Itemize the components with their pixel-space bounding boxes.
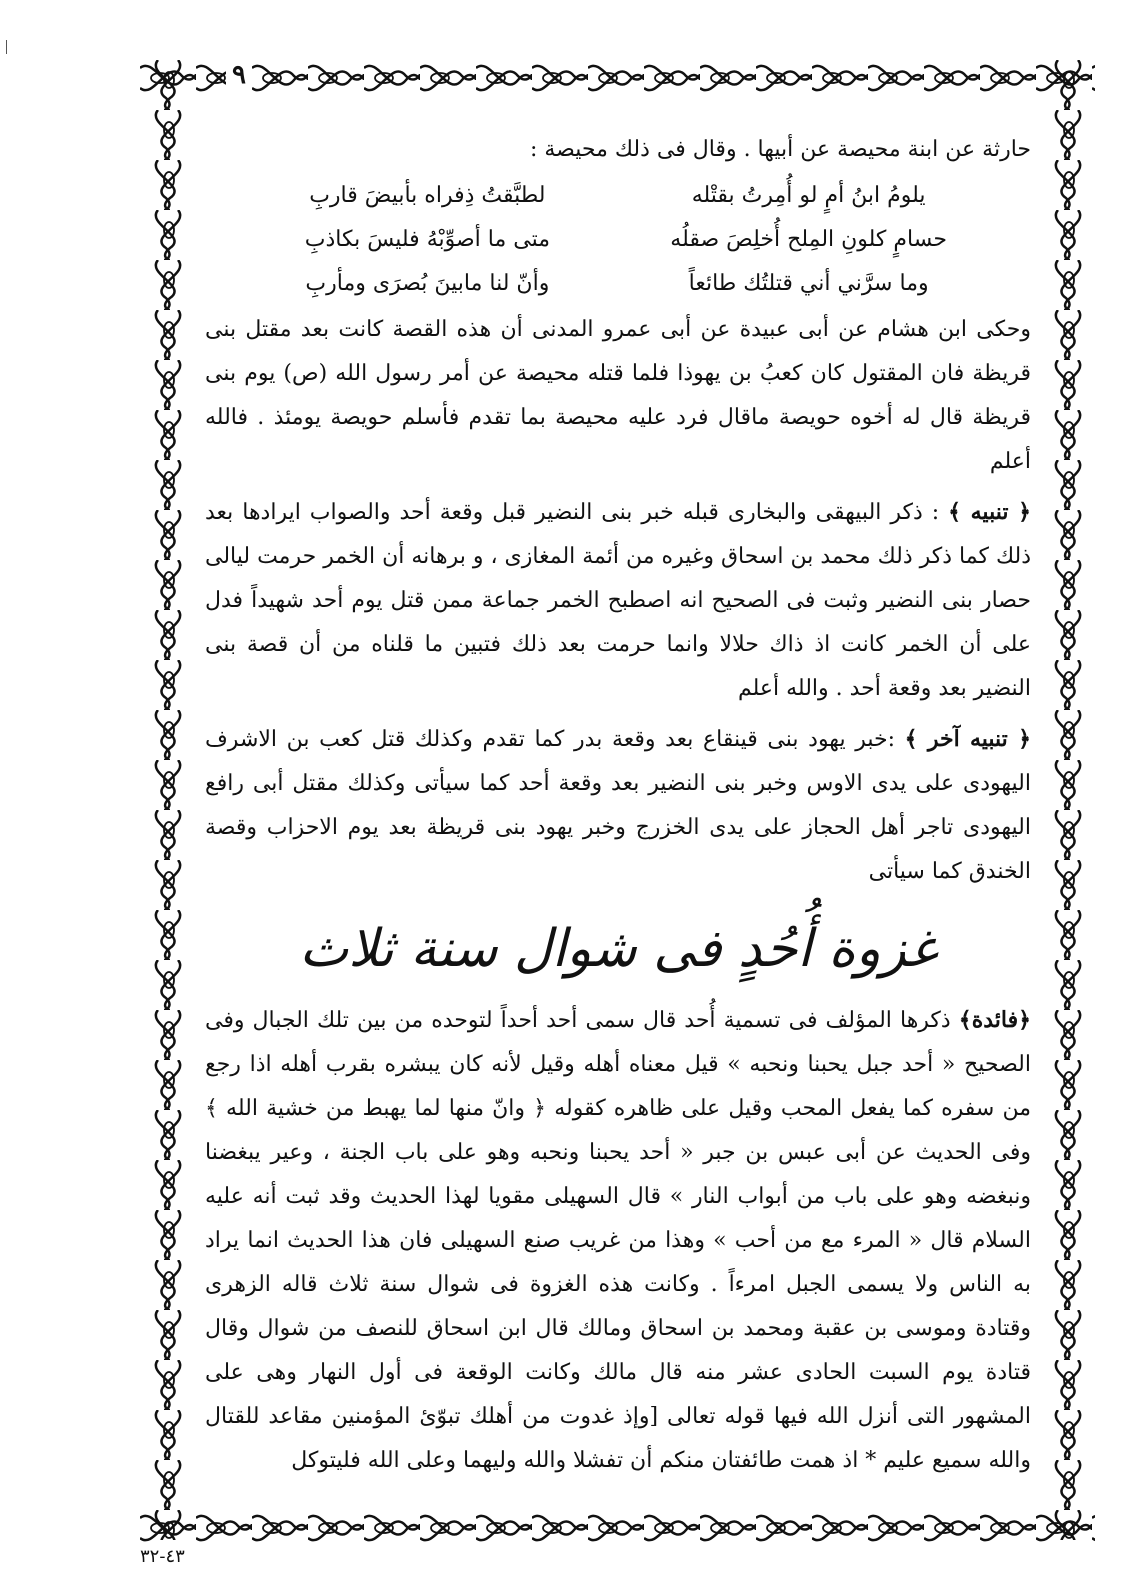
fact-label: ﴿فائدة﴾ [958,1007,1031,1033]
page-number: ٩ [226,60,252,90]
poem-line [265,218,971,262]
poem-hemistich-right: حسامٍ كلونِ المِلح أُخلِصَ صقلُه [670,227,947,252]
chapter-title: غزوة أُحُدٍ فى شوال سنة ثلاث [299,919,937,979]
note-label: ﴿ تنبيه ﴾ [948,499,1031,525]
footer-code: ٤٣-٣٢ [140,1546,185,1567]
ornamental-border-bottom [140,1500,1095,1555]
fact-text: ذكرها المؤلف فى تسمية أُحد قال سمى أحد أحداً لتوحده من بين تلك الجبال وفى الصحيح « أحد جبل يحبنا ونحبه » قيل معناه أهله وقيل لأنه كان يبشره بقرب أهله اذا رجع من سفره كما يفعل المحب وقيل على ظاهره كقوله ﴿ وانّ منها لما يهبط من خشية الله ﴾ وفى الحديث عن أبى عبس بن جبر « أحد يحبنا ونحبه وهو على باب الجنة ، وعير يبغضنا ونبغضه وهو على باب من أبواب النار » قال السهيلى مقويا لهذا الحديث وقد ثبت أنه عليه السلام قال « المرء مع من أحب » وهذا من غريب صنع السهيلى فان هذا الحديث انما يراد به الناس ولا يسمى الجبل امرءاً . وكانت هذه الغزوة فى شوال سنة ثلاث قاله الزهرى وقتادة وموسى بن عقبة ومحمد بن اسحاق ومالك قال ابن اسحاق للنصف من شوال وقال قتادة يوم السبت الحادى عشر منه قال مالك وكانت الوقعة فى أول النهار وهى على المشهور التى أنزل الله فيها قوله تعالى [وإذ غدوت من أهلك تبوّئ المؤمنين مقاعد للقتال والله سميع عليم * اذ همت طائفتان منكم أن تفشلا والله وليهما وعلى الله فليتوكل [205,1008,1032,1473]
poem-line [265,262,971,306]
paragraph-ibn-hisham: وحكى ابن هشام عن أبى عبيدة عن أبى عمرو المدنى أن هذه القصة كانت بعد مقتل بنى قريظة فان المقتول كان كعبُ بن يهوذا فلما قتله محيصة عن أمر رسول الله (ص) يوم بنى قريظة قال له أخوه حويصة ماقال فرد عليه محيصة بما تقدم فأسلم حويصة يومئذ . فالله أعلم [205,317,1031,474]
note-label-2: ﴿ تنبيه آخر ﴾ [904,726,1031,752]
fact-paragraph [205,998,1031,1483]
poem-hemistich-left: وأنّ لنا مابينَ بُصرَى ومأربِ [305,271,550,296]
poem-hemistich-right: وما سرَّني أني قتلتُك طائعاً [688,271,929,296]
poem-hemistich-left: لطبَّقتُ ذِفراه بأبيضَ قاربِ [309,183,546,208]
poem-line [265,174,971,218]
note-paragraph-2 [205,717,1031,894]
note-paragraph [205,490,1031,711]
ornamental-border-left [140,60,190,1540]
page-body [205,128,1031,1483]
scan-mark [6,40,7,54]
note-text: : ذكر البيهقى والبخارى قبله خبر بنى النضير قبل وقعة أحد والصواب ايرادها بعد ذلك كما ذكر ذلك محمد بن اسحاق وغيره من أئمة المغازى ، و برهانه أن الخمر حرمت ليالى حصار بنى النضير وثبت فى الصحيح انه اصطبح الخمر جماعة ممن قتل يوم أحد شهيداً فدل على أن الخمر كانت اذ ذاك حلالا وانما حرمت بعد ذلك فتبين ما قلناه من أن قصة بنى النضير بعد وقعة أحد . والله أعلم [205,500,1031,701]
ornamental-border-top [140,50,1095,105]
intro-line: حارثة عن ابنة محيصة عن أبيها . وقال فى ذلك محيصة : [529,137,1031,162]
poem-hemistich-right: يلومُ ابنُ أمٍ لو أُمِرتُ بقتْله [691,183,926,208]
poem [265,174,971,306]
ornamental-border-right [1040,60,1098,1540]
note-text-2: :خبر يهود بنى قينقاع بعد وقعة بدر كما تقدم وكذلك قتل كعب بن الاشرف اليهودى على يدى الاوس وخبر بنى النضير بعد وقعة أحد كما سيأتى وكذلك مقتل أبى رافع اليهودى تاجر أهل الحجاز على يدى الخزرج وخبر يهود بنى قريظة بعد يوم الاحزاب وقصة الخندق كما سيأتى [205,727,1031,884]
poem-hemistich-left: متى ما أصوِّبْهُ فليسَ بكاذبِ [304,227,550,252]
